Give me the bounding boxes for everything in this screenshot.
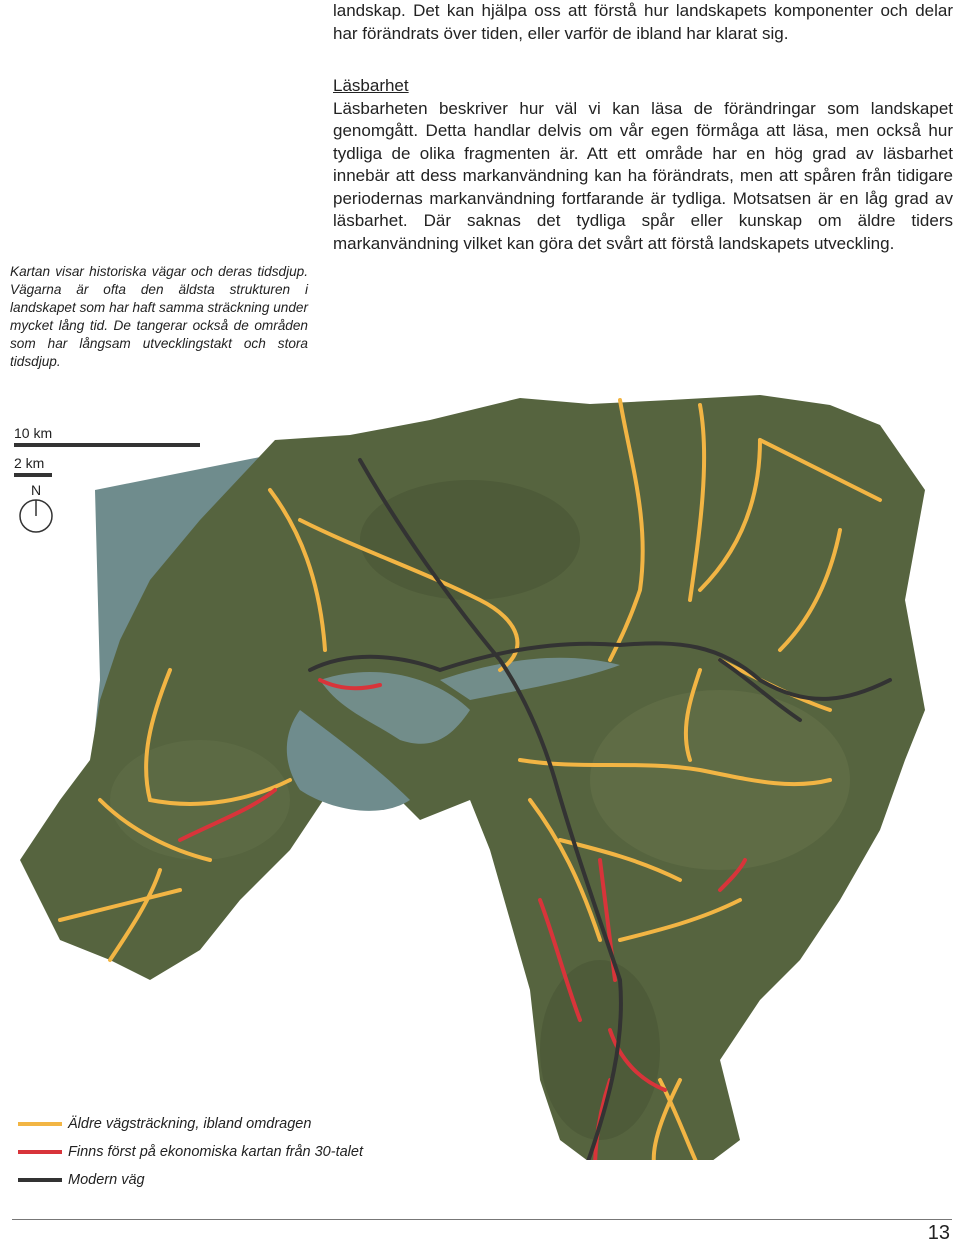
road-map [0,380,960,1160]
compass-icon [18,498,54,534]
land-texture [590,690,850,870]
readability-section [333,75,953,255]
north-label: N [30,482,42,498]
scale-label-large: 10 km [14,425,53,441]
scale-label-small: 2 km [14,455,45,471]
body-text [333,0,953,255]
legend-item-old-road [18,1110,363,1138]
readability-heading: Läsbarhet [333,76,409,95]
legend-label: Äldre vägsträckning, ibland omdragen [68,1116,312,1132]
legend [18,1110,363,1194]
legend-swatch [18,1122,62,1126]
legend-swatch [18,1150,62,1154]
readability-body: Läsbarheten beskriver hur väl vi kan läsa de förändringar som landskapet genomgått. Detta handlar delvis om vår egen förmåga att läsa, men också hur tydliga de olika fragmenten är. Att ett område har en hög grad av läsbarhet innebär att dess markanvändning kan ha förändrats, men att spåren från tidigare periodernas markanvändning fortfarande är tydliga. Motsatsen är en låg grad av läsbarhet. Där saknas det tydliga spår eller kunskap om äldre tiders markanvändning vilket kan göra det svårt att förstå landskapets utveckling. [333,98,953,253]
legend-swatch [18,1178,62,1182]
legend-item-new-road [18,1138,363,1166]
scale-bar [14,425,214,477]
legend-item-modern-road [18,1166,363,1194]
footer-divider [12,1219,952,1220]
map-caption: Kartan visar historiska vägar och deras tidsdjup. Vägarna är ofta den äldsta strukturen i landskapet som har haft samma sträckning under mycket lång tid. De tangerar också de områden som har långsam utvecklingstakt och stora tidsdjup. [10,264,308,369]
legend-label: Finns först på ekonomiska kartan från 30-talet [68,1144,363,1160]
legend-label: Modern väg [68,1172,145,1188]
scale-bar-small [14,473,52,477]
land-texture [360,480,580,600]
north-arrow [18,482,54,539]
scale-bar-large [14,443,200,447]
page-number: 13 [927,1222,950,1244]
intro-paragraph: landskap. Det kan hjälpa oss att förstå hur landskapets komponenter och delar har förändrats över tiden, eller varför de ibland har klarat sig. [333,1,953,43]
